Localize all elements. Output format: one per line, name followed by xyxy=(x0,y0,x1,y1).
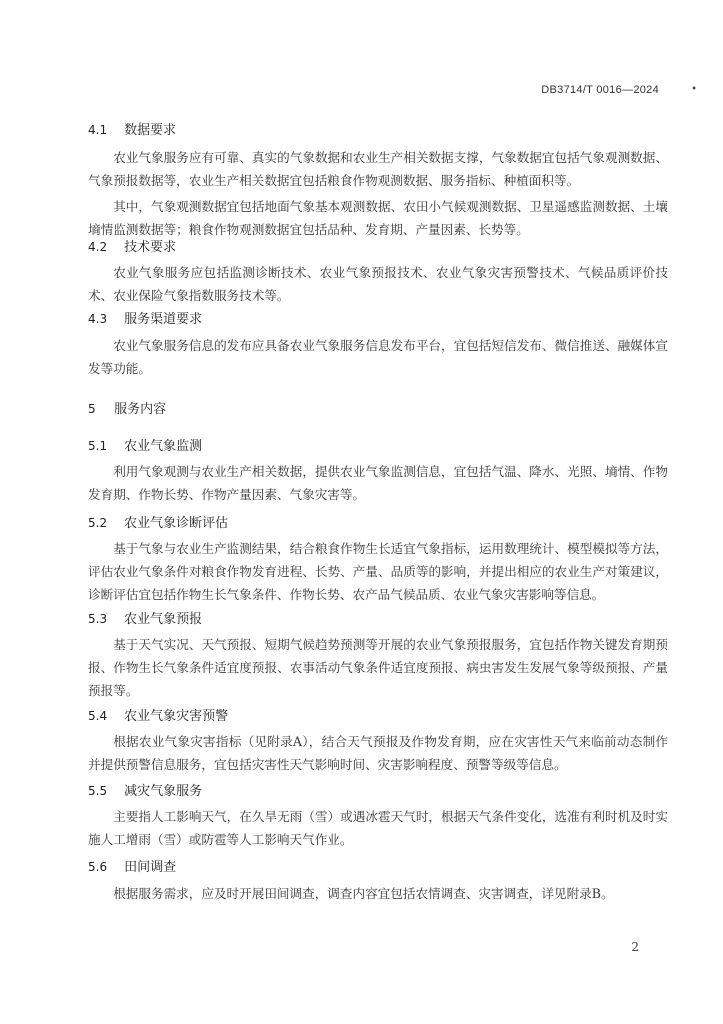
section-number: 5.1 xyxy=(88,439,108,453)
document-code: DB3714/T 0016—2024 xyxy=(541,84,659,96)
section-title: 减灾气象服务 xyxy=(124,784,203,799)
section-number: 5.4 xyxy=(88,709,108,723)
paragraph-5-3: 基于天气实况、天气预报、短期气候趋势预测等开展的农业气象预报服务，宜包括作物关键发育期预报、作物生长气象条件适宜度预报、农事活动气象条件适宜度预报、病虫害发生发展气象等级预报、产量预报等。 xyxy=(88,637,668,698)
section-number: 5 xyxy=(88,402,96,416)
section-heading-5-3 xyxy=(88,608,202,627)
paragraph-5-2: 基于气象与农业生产监测结果，结合粮食作物生长适宜气象指标，运用数理统计、模型模拟等方法，评估农业气象条件对粮食作物发育进程、长势、产量、品质等的影响，并提出相应的农业生产对策建议，诊断评估宜包括作物生长气象条件、作物长势、农产品气候品质、农业气象灾害影响等信息。 xyxy=(88,541,668,602)
section-heading-4-3 xyxy=(88,308,202,327)
paragraph-5-4: 根据农业气象灾害指标（见附录A），结合天气预报及作物发育期，应在灾害性天气来临前动态制作并提供预警信息服务，宜包括灾害性天气影响时间、灾害影响程度、预警等级等信息。 xyxy=(88,734,668,772)
section-heading-5-6 xyxy=(88,856,176,875)
section-number: 5.6 xyxy=(88,860,108,874)
section-title: 农业气象诊断评估 xyxy=(124,516,229,531)
paragraph-5-5: 主要指人工影响天气，在久旱无雨（雪）或遇冰雹天气时，根据天气条件变化，选准有利时机及时实施人工增雨（雪）或防雹等人工影响天气作业。 xyxy=(88,809,668,847)
section-number: 5.2 xyxy=(88,516,108,530)
paragraph-4-1-b: 其中，气象观测数据宜包括地面气象基本观测数据、农田小气候观测数据、卫星遥感监测数据、土壤墒情监测数据等；粮食作物观测数据宜包括品种、发育期、产量因素、长势等。 xyxy=(88,199,668,237)
corner-mark: • xyxy=(691,84,697,95)
section-title: 服务内容 xyxy=(114,402,167,417)
section-number: 5.5 xyxy=(88,784,108,798)
section-title: 农业气象灾害预警 xyxy=(124,709,229,724)
section-heading-5-5 xyxy=(88,780,202,799)
section-heading-5-1 xyxy=(88,435,202,454)
paragraph-5-6: 根据服务需求，应及时开展田间调查，调查内容宜包括农情调查、灾害调查，详见附录B。 xyxy=(113,886,614,901)
section-title: 数据要求 xyxy=(124,123,177,138)
section-number: 5.3 xyxy=(88,612,108,626)
section-title: 田间调查 xyxy=(124,860,177,875)
page-number: 2 xyxy=(631,940,639,954)
section-heading-4-2 xyxy=(88,236,176,255)
section-heading-5-2 xyxy=(88,512,228,531)
section-heading-5-4 xyxy=(88,705,228,724)
section-heading-4-1 xyxy=(88,119,176,138)
paragraph-5-1: 利用气象观测与农业生产相关数据，提供农业气象监测信息，宜包括气温、降水、光照、墒情、作物发育期、作物长势、作物产量因素、气象灾害等。 xyxy=(88,464,668,502)
section-heading-5 xyxy=(88,398,166,417)
section-title: 技术要求 xyxy=(124,240,177,255)
section-number: 4.1 xyxy=(88,123,108,137)
section-title: 服务渠道要求 xyxy=(124,312,203,327)
section-number: 4.2 xyxy=(88,240,108,254)
section-number: 4.3 xyxy=(88,312,108,326)
paragraph-4-1-a: 农业气象服务应有可靠、真实的气象数据和农业生产相关数据支撑，气象数据宜包括气象观测数据、气象预报数据等，农业生产相关数据宜包括粮食作物观测数据、服务指标、种植面积等。 xyxy=(88,150,668,188)
paragraph-4-3: 农业气象服务信息的发布应具备农业气象服务信息发布平台，宜包括短信发布、微信推送、融媒体宣发等功能。 xyxy=(88,338,668,376)
section-title: 农业气象预报 xyxy=(124,612,203,627)
section-title: 农业气象监测 xyxy=(124,439,203,454)
paragraph-4-2: 农业气象服务应包括监测诊断技术、农业气象预报技术、农业气象灾害预警技术、气候品质评价技术、农业保险气象指数服务技术等。 xyxy=(88,265,668,303)
